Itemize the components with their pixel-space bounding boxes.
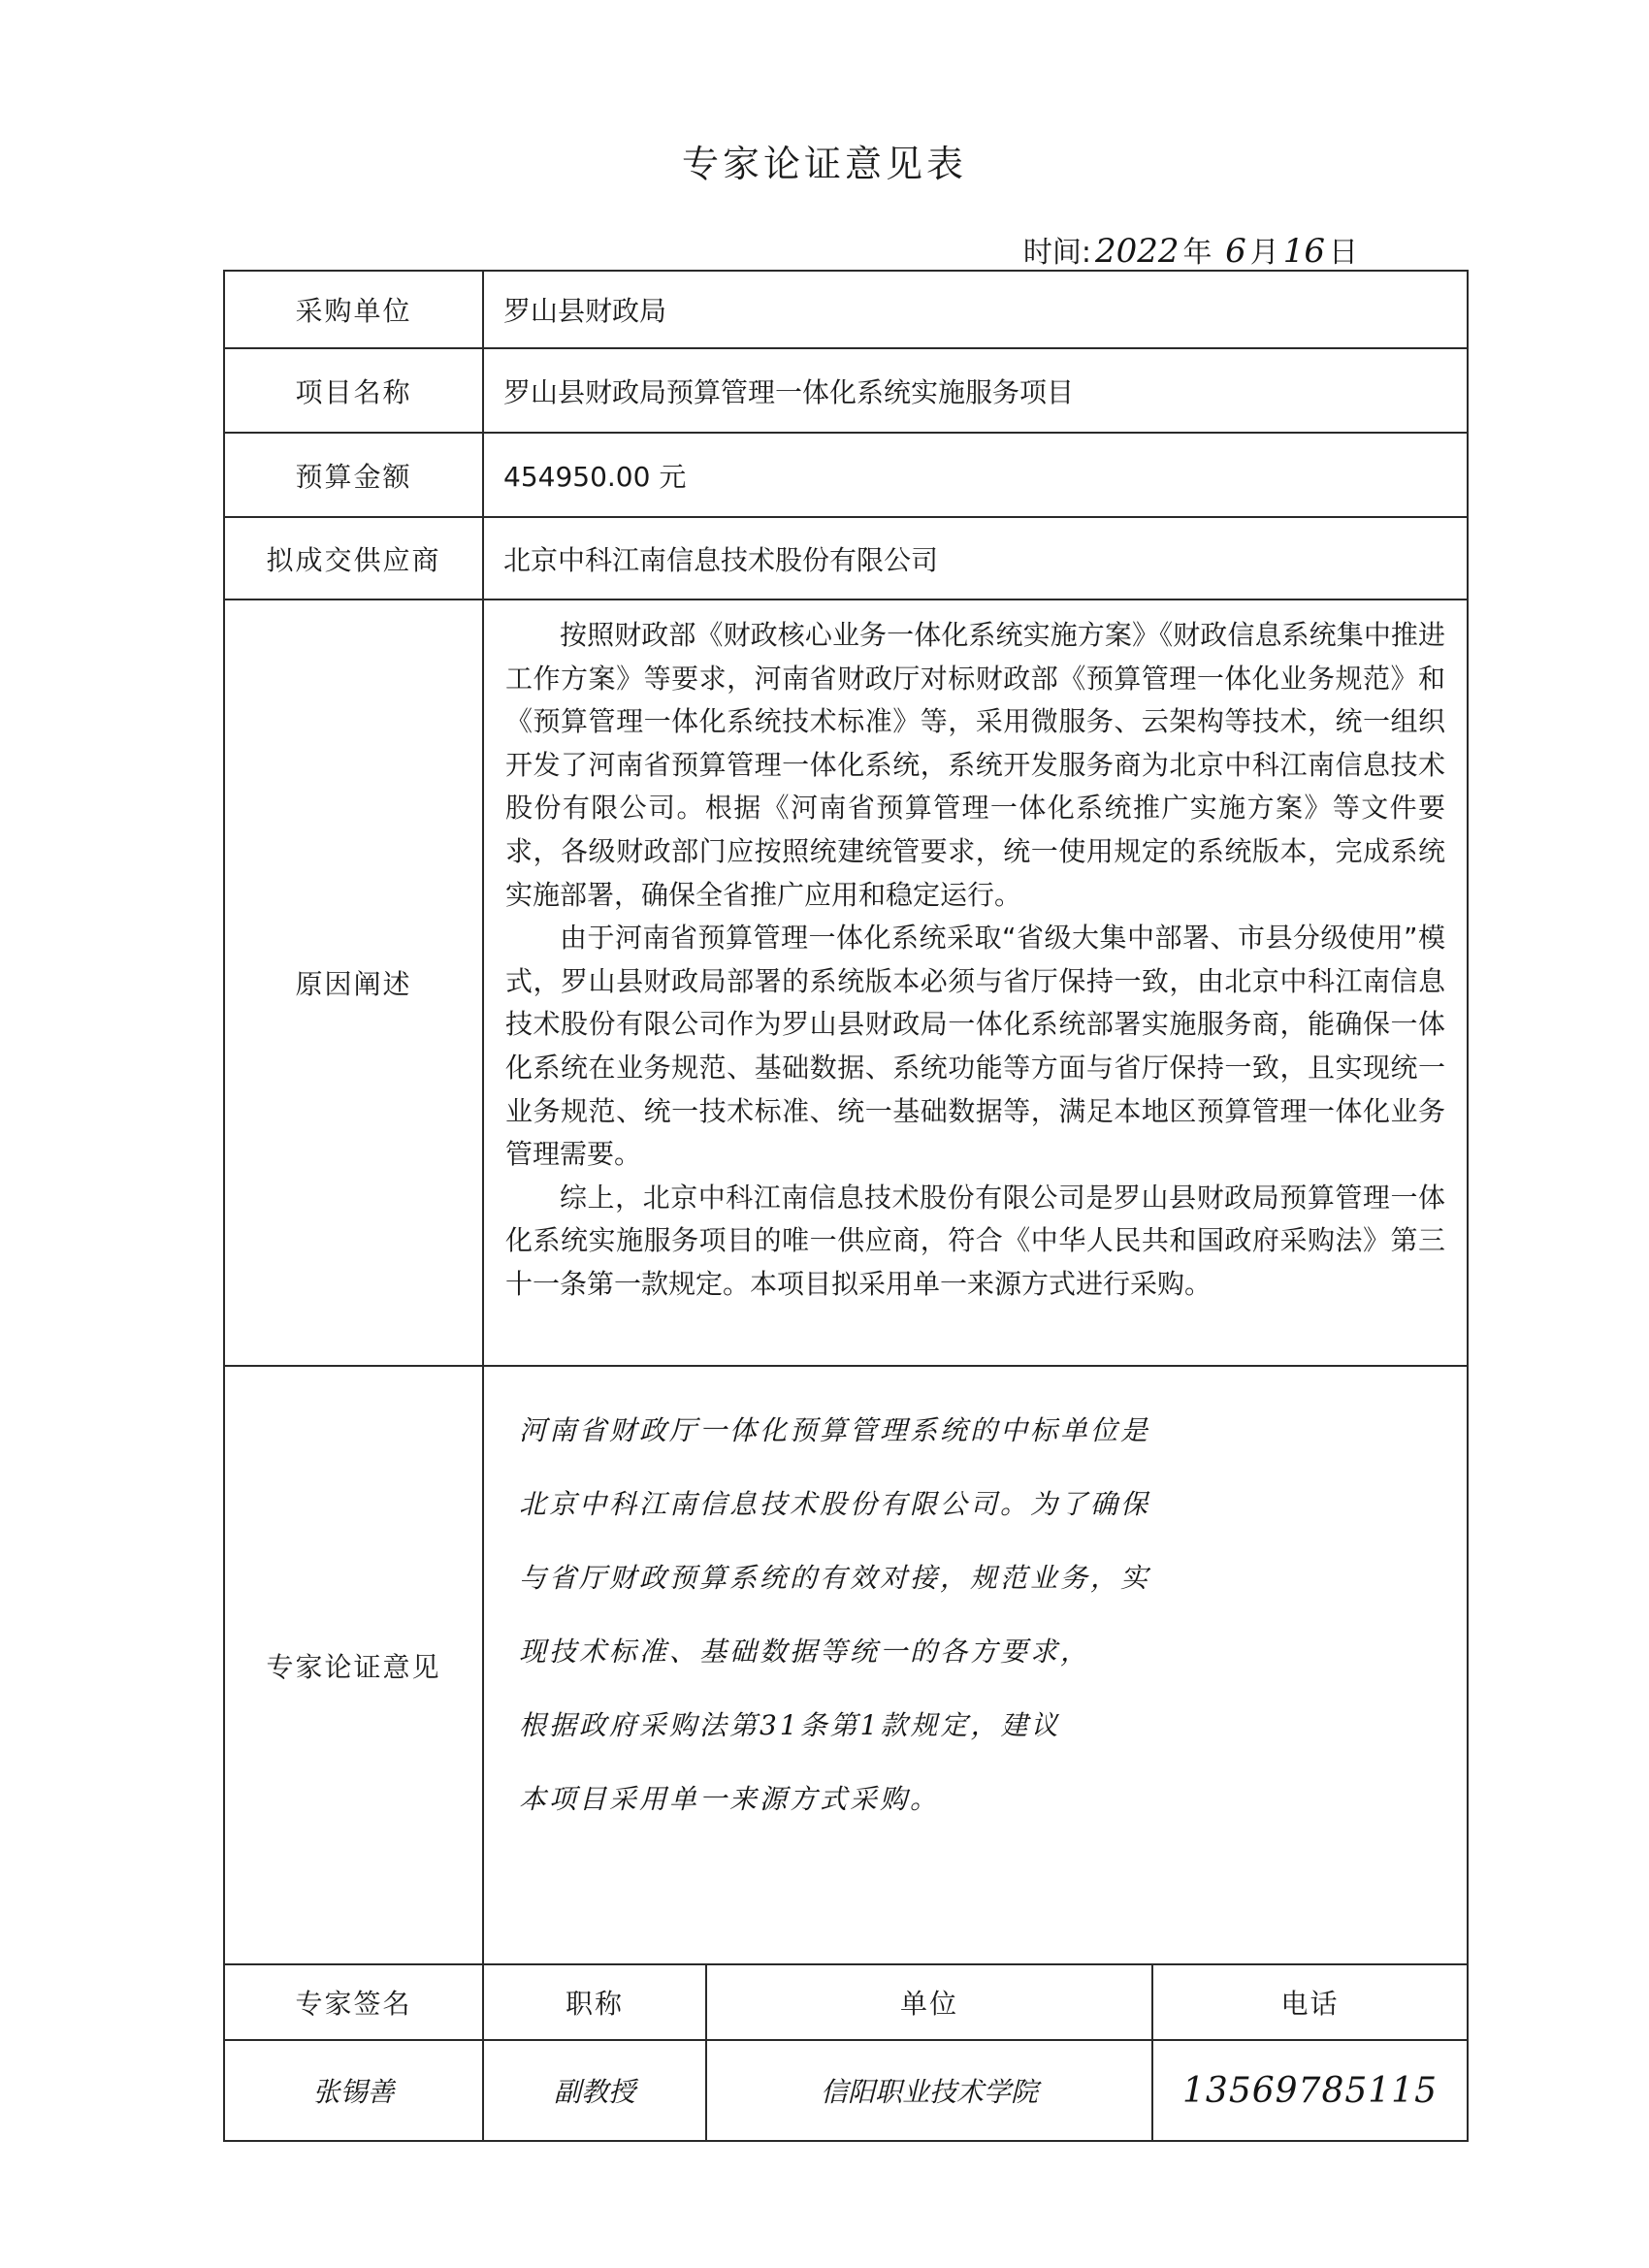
purchaser-label: 采购单位 <box>224 271 483 348</box>
reason-paragraph: 按照财政部《财政核心业务一体化系统实施方案》《财政信息系统集中推进工作方案》等要求，河南省财政厅对标财政部《预算管理一体化业务规范》和《预算管理一体化系统技术标准》等，采用微服务、云架构等技术，统一组织开发了河南省预算管理一体化系统，系统开发服务商为北京中科江南信息技术股份有限公司。根据《河南省预算管理一体化系统推广实施方案》等文件要求，各级财政部门应按照统建统管要求，统一使用规定的系统版本，完成系统实施部署，确保全省推广应用和稳定运行。 <box>505 619 1446 911</box>
opinion-line: 北京中科江南信息技术股份有限公司。为了确保 <box>519 1488 1151 1520</box>
header-name: 专家签名 <box>224 1964 483 2040</box>
supplier-label: 拟成交供应商 <box>224 517 483 599</box>
opinion-line: 现技术标准、基础数据等统一的各方要求， <box>519 1636 1091 1668</box>
reason-label: 原因阐述 <box>224 599 483 1366</box>
project-value: 罗山县财政局预算管理一体化系统实施服务项目 <box>483 348 1468 433</box>
reason-paragraph: 由于河南省预算管理一体化系统采取“省级大集中部署、市县分级使用”模式，罗山县财政局部署的系统版本必须与省厅保持一致，由北京中科江南信息技术股份有限公司作为罗山县财政局一体化系统部署实施服务商，能确保一体化系统在业务规范、基础数据、系统功能等方面与省厅保持一致，且实现统一业务规范、统一技术标准、统一基础数据等，满足本地区预算管理一体化业务管理需要。 <box>505 922 1446 1171</box>
expert-phone: 13569785115 <box>1152 2040 1468 2141</box>
opinion-line: 根据政府采购法第31条第1款规定，建议 <box>519 1709 1061 1741</box>
page-title: 专家论证意见表 <box>681 143 967 185</box>
header-unit: 单位 <box>706 1964 1152 2040</box>
purchaser-value: 罗山县财政局 <box>483 271 1468 348</box>
row-purchaser <box>224 271 1468 348</box>
date-month: 6 <box>1225 232 1246 271</box>
row-budget <box>224 433 1468 517</box>
opinion-line: 河南省财政厅一体化预算管理系统的中标单位是 <box>519 1414 1151 1446</box>
date-day-unit: 日 <box>1329 236 1358 270</box>
date-line <box>1023 228 1358 271</box>
expert-unit: 信阳职业技术学院 <box>706 2040 1152 2141</box>
budget-value: 454950.00 元 <box>483 433 1468 517</box>
header-title: 职称 <box>483 1964 706 2040</box>
form-table <box>223 270 1469 2142</box>
reason-text <box>483 599 1468 1366</box>
opinion-handwriting <box>483 1366 1468 1964</box>
signature-row <box>224 2040 1468 2141</box>
date-month-unit: 月 <box>1249 236 1279 270</box>
date-label: 时间: <box>1022 236 1092 270</box>
signature-header-row <box>224 1964 1468 2040</box>
row-opinion <box>224 1366 1468 1964</box>
row-project <box>224 348 1468 433</box>
row-reason <box>224 599 1468 1366</box>
date-year: 2022 <box>1095 232 1180 271</box>
expert-title: 副教授 <box>483 2040 706 2141</box>
row-supplier <box>224 517 1468 599</box>
expert-signature: 张锡善 <box>224 2040 483 2141</box>
supplier-value: 北京中科江南信息技术股份有限公司 <box>483 517 1468 599</box>
reason-paragraph: 综上，北京中科江南信息技术股份有限公司是罗山县财政局预算管理一体化系统实施服务项目的唯一供应商，符合《中华人民共和国政府采购法》第三十一条第一款规定。本项目拟采用单一来源方式进行采购。 <box>505 1181 1446 1300</box>
opinion-line: 本项目采用单一来源方式采购。 <box>519 1783 941 1815</box>
opinion-label: 专家论证意见 <box>224 1366 483 1964</box>
project-label: 项目名称 <box>224 348 483 433</box>
budget-label: 预算金额 <box>224 433 483 517</box>
opinion-line: 与省厅财政预算系统的有效对接，规范业务，实 <box>519 1562 1151 1594</box>
date-day: 16 <box>1282 232 1325 271</box>
header-phone: 电话 <box>1152 1964 1468 2040</box>
date-year-unit: 年 <box>1182 236 1212 270</box>
